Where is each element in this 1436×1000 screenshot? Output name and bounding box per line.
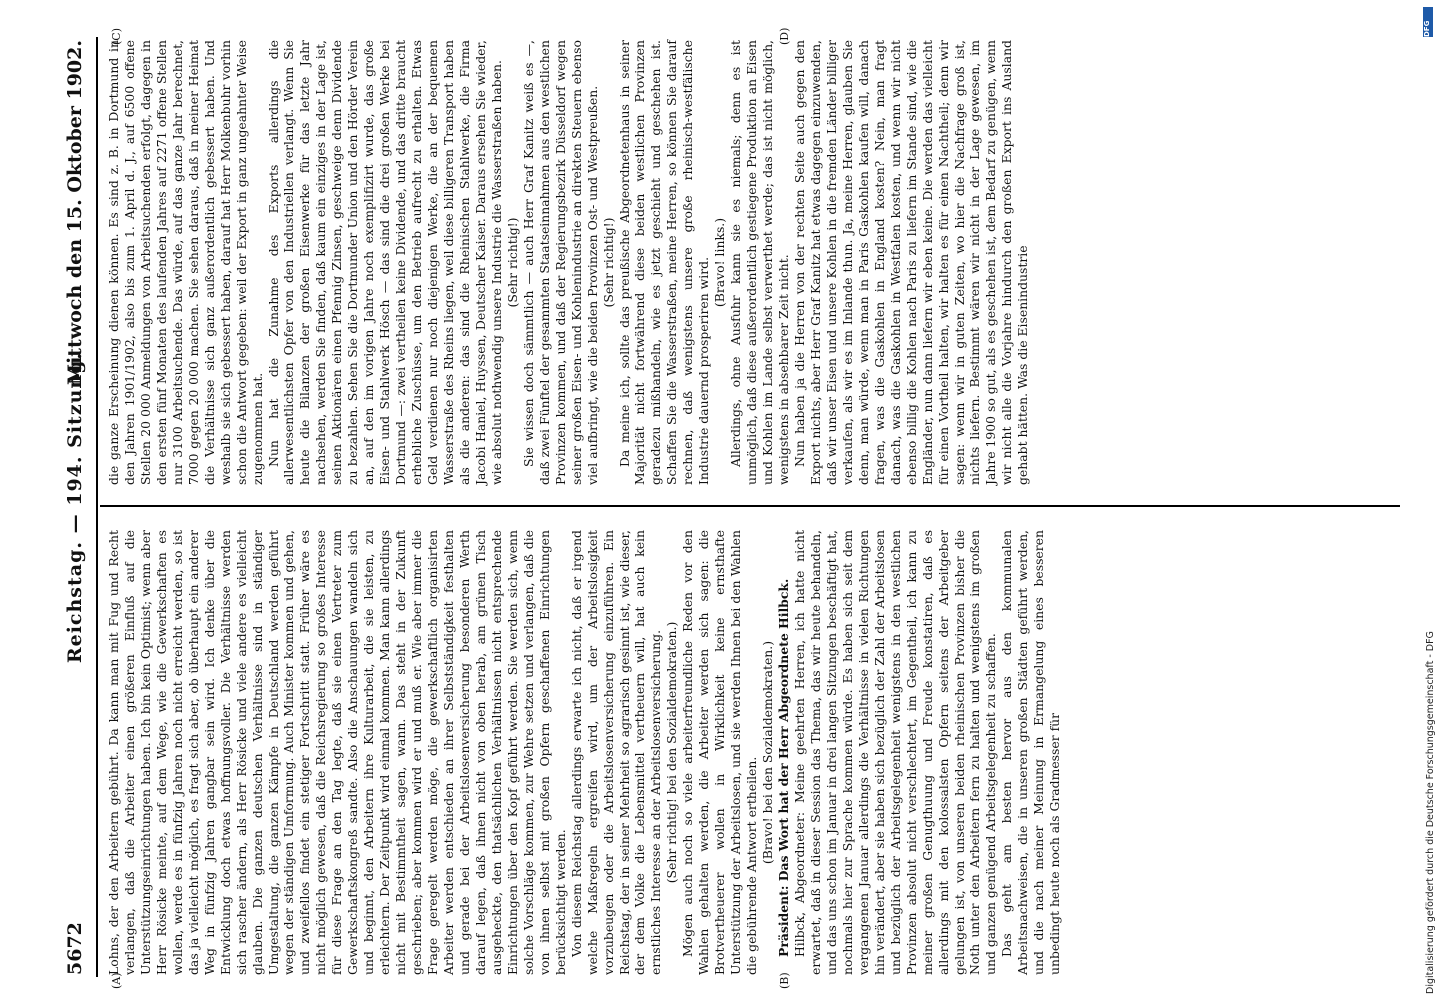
paragraph: die ganze Erscheinung dienen können. Es sind z. B. in Dortmund in den Jahren 1901/1902, also bis zum 1. April d. J., auf 6500 offene Stellen 20 000 Anmeldungen von Arbeitsuchenden erfolgt, dagegen in den ersten fünf Monaten des laufenden Jahres auf 2271 offene Stellen nur 3100 Arbeitsuchende. Das würde, auf das ganze Jahr berechnet, 7000 gegen 20 000 machen. Sie sehen daraus, daß in meiner Heimat die Verhältnisse sich ganz außerordentlich gebessert haben. Und weshalb sie sich gebessert haben, darauf hat Herr Molkenbuhr vorhin schon die Antwort gegeben: weil der Export in ganz ungeahnter Weise zugenommen hat. — [106, 40, 265, 485]
president-statement: Präsident: Das Wort hat der Herr Abgeordnete Hilbck. — [776, 578, 792, 957]
paragraph: Da meine ich, sollte das preußische Abgeordnetenhaus in seiner Majorität nicht fortwährend diese beiden westlichen Provinzen geradezu mißhandeln, wie es jetzt geschieht und geschehen ist. Schaffen Sie die Wasserstraßen, meine Herren, so können Sie darauf rechnen, daß wenigstens unsere große rheinisch-westfälische Industrie dauernd prosperiren wird. — [616, 40, 712, 485]
speaker-paragraph: Hilbck, Abgeordneter: Meine geehrten Herren, ich hatte nicht erwartet, daß in dieser Session das Thema, das wir heute behandeln, und das uns schon im Januar in drei langen Sitzungen beschäftigt hat, nochmals hier zur Sprache kommen würde. Es haben sich seit dem vergangenen Januar allerdings die Verhältnisse in vielen Richtungen hin verändert, aber sie haben sich bezüglich der Zahl der Arbeitslosen und bezüglich der Arbeitsgelegenheit wenigstens in den westlichen Provinzen absolut nicht verschlechtert, im Gegentheil, ich kann zu meiner großen Genugthuung und Freude konstatiren, daß es allerdings mit den kolossalsten Opfern seitens der Arbeitgeber gelungen ist, von unseren beiden rheinischen Provinzen bisher die Noth unter den Arbeitern fern zu halten und wenigstens im großen und ganzen genügend Arbeitsgelegenheit zu schaffen. — [791, 530, 999, 975]
paragraph: Sie wissen doch sämmtlich — auch Herr Graf Kanitz weiß es —, daß zwei Fünftel der gesammten Staatseinnahmen aus den westlichen Provinzen kommen, und daß der Regierungsbezirk Düsseldorf wegen seiner großen Eisen- und Kohlenindustrie an direkten Steuern ebenso viel aufbringt, wie die beiden Provinzen Ost- und Westpreußen. — [520, 40, 600, 485]
dfg-logo-text: DFG — [1423, 20, 1431, 37]
session-title: Reichstag. — 194. Sitzung. — [64, 351, 86, 664]
interjection: (Bravo! links.) — [712, 217, 728, 308]
page-header — [64, 40, 94, 975]
margin-marker-c: (C) — [110, 28, 123, 45]
paragraph: Nun haben ja die Herren von der rechten Seite auch gegen den Export nichts, aber Herr Graf Kanitz hat etwas dagegen einzuwenden, daß wir unser Eisen und unsere Kohlen in die fremden Länder billiger verkaufen, als wir es im Inlande thun. Ja, meine Herren, glauben Sie denn, man würde, wenn man in Paris Gaskohlen kaufen will, danach fragen, was die Gaskohlen in England kosten? Nein, man fragt danach, was die Gaskohlen in Westfalen kosten, und wenn wir nicht ebenso billig die Kohlen nach Paris zu liefern im Stande sind, wie die Engländer, nun dann liefern wir eben keine. Die werden das vielleicht für einen Vortheil halten, wir halten es für einen Nachtheil; denn wir sagen: wenn wir in guten Zeiten, wo hier die Nachfrage groß ist, nichts liefern. Bestimmt wären wir nicht in der Lage gewesen, im Jahre 1900 so gut, als es geschehen ist, dem Bedarf zu genügen, wenn wir nicht alle die Vorjahre hindurch den großen Export ins Ausland gehabt hätten. Was die Eisenindustrie — [791, 40, 1031, 485]
interjection: (Sehr richtig!) — [600, 217, 616, 308]
paragraph: Mögen auch noch so viele arbeiterfreundliche Reden vor den Wahlen gehalten werden, die Arbeiter werden sich sagen: die Brotvertheuerer wollen in Wirklichkeit keine ernsthafte Unterstützung der Arbeitslosen, und sie werden Ihnen bei den Wahlen die gebührende Antwort ertheilen. — [680, 530, 760, 975]
paragraph: Lohns, der den Arbeitern gebührt. Da kann man mit Fug und Recht verlangen, daß die Arbeiter einen größeren Einfluß auf die Unterstützungseinrichtungen haben. Ich bin kein Optimist; wenn aber Herr Rösicke meinte, auf dem Wege, wie die Gewerkschaften es wollen, werde es in fünfzig Jahren noch nicht erreicht werden, so ist das ja vielleicht möglich, es fragt sich aber, ob überhaupt ein anderer Weg in fünfzig Jahren gangbar sein wird. Ich denke über die Entwicklung doch etwas hoffnungsvoller. Die Verhältnisse werden sich rascher ändern, als Herr Rösicke und viele andere es vielleicht glauben. Die ganzen deutschen Verhältnisse sind in ständiger Umgestaltung, die ganzen Kämpfe in Deutschland werden geführt wegen der ständigen Umformung. Auch Minister kommen und gehen, und zweifellos findet ein stetiger Fortschritt statt. Früher wäre es nicht möglich gewesen, daß die Reichsregierung so großes Interesse für diese Frage an den Tag legte, daß sie einen Vertreter zum Gewerkschaftskongreß sandte. Also die Anschauungen wandeln sich und beginnt, den Arbeitern ihre Kulturarbeit, die sie leisten, zu erleichtern. Der Zeitpunkt wird einmal kommen. Man kann allerdings nicht mit Bestimmtheit sagen, wann. Das steht in der Zukunft geschrieben; aber kommen wird er und muß er. Wie aber immer die Frage geregelt werden möge, die gewerkschaftlich organisirten Arbeiter werden entschieden an ihrer Selbstständigkeit festhalten und gerade bei der Arbeitslosenversicherung besonderen Werth darauf legen, daß ihnen nicht von oben herab, am grünen Tisch ausgeheckte, den thatsächlichen Verhältnissen nicht entsprechende Einrichtungen über den Kopf geführt werden. Sie werden sich, wenn solche Vorschläge kommen, zur Wehre setzen und verlangen, daß die von ihnen selbst mit großen Opfern geschaffenen Einrichtungen berücksichtigt werden. — [106, 530, 568, 975]
margin-marker-b: (B) — [778, 972, 791, 989]
margin-marker-d: (D) — [778, 27, 791, 45]
header-rule — [96, 37, 98, 977]
right-column — [106, 40, 1401, 485]
interjection: (Sehr richtig! bei den Sozialdemokraten.) — [664, 621, 680, 884]
dfg-logo — [1423, 7, 1433, 37]
paragraph: Nun hat die Zunahme des Exports allerdings die allerwesentlichsten Opfer von den Industriellen verlangt. Wenn Sie heute die Bilanzen der großen Eisenwerke für das letzte Jahr nachsehen, werden Sie finden, daß kaum ein einziges in der Lage ist, seinen Aktionären einen Pfennig Zinsen, geschweige denn Dividende zu bezahlen. Sehen Sie die Dortmunder Union und den Hörder Verein an, auf den im vorigen Jahre noch exemplifizirt wurde, das große Eisen- und Stahlwerk Hösch — das sind die drei großen Werke bei Dortmund —: zwei vertheilen keine Dividende, und das dritte braucht erhebliche Zuschüsse, um den Betrieb aufrecht zu erhalten. Etwas Geld verdienen nur noch diejenigen Werke, die an der bequemen Wasserstraße des Rheins liegen, weil diese billigeren Transport haben als die anderen: das sind die Rheinischen Stahlwerke, die Firma Jacobi Haniel, Huyssen, Deutscher Kaiser. Daraus ersehen Sie wieder, wie absolut nothwendig unsere Industrie die Wasserstraßen haben. — [265, 40, 504, 485]
interjection: (Sehr richtig!) — [504, 217, 520, 308]
column-divider — [100, 505, 1400, 507]
scanned-page — [58, 27, 1418, 989]
paragraph: Das geht am besten hervor aus den kommunalen Arbeitsnachweisen, die in unseren großen Städten geführt werden, und die nach meiner Meinung in Ermangelung eines besseren unbedingt heute noch als Gradmesser für — [999, 530, 1063, 975]
digitization-credit: Digitalisierung gefördert durch die Deutsche Forschungsgemeinschaft - DFG — [1425, 631, 1436, 994]
page-number: 5672 — [64, 922, 86, 975]
margin-marker-a: (A) — [110, 972, 123, 989]
session-date: Mittwoch den 15. Oktober 1902. — [64, 40, 86, 385]
interjection: (Bravo! bei den Sozialdemokraten.) — [760, 640, 776, 865]
rotated-page — [58, 27, 1418, 989]
left-column — [106, 530, 1401, 975]
paragraph: Allerdings, ohne Ausfuhr kann sie es niemals; denn es ist unmöglich, daß diese außerordentlich gestiegene Produktion an Eisen und Kohlen im Lande selbst verwerthet werde; das ist nicht möglich, wenigstens in absehbarer Zeit nicht. — [728, 40, 792, 485]
paragraph: Von diesem Reichstag allerdings erwarte ich nicht, daß er irgend welche Maßregeln ergreifen wird, um der Arbeitslosigkeit vorzubeugen oder die Arbeitslosenversicherung einzuführen. Ein Reichstag, der in seiner Mehrheit so agrarisch gesinnt ist, wie dieser, der dem Volke die Lebensmittel vertheuern will, hat auch kein ernstliches Interesse an der Arbeitslosenversicherung. — [568, 530, 664, 975]
